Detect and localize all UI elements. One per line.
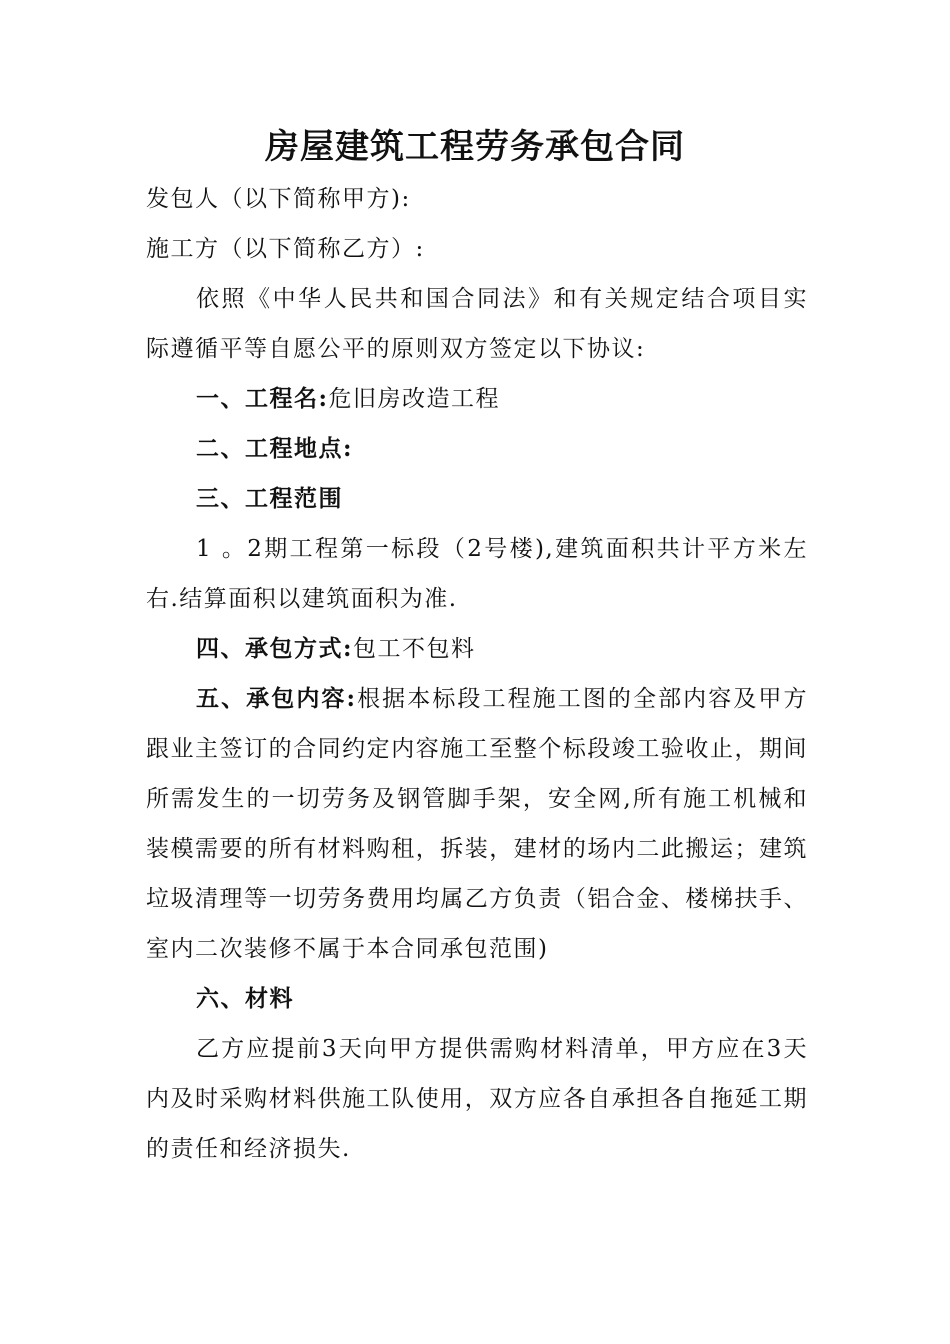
section-4-text: 包工不包料 — [353, 636, 476, 662]
party-a-line: 发包人（以下简称甲方): — [146, 186, 411, 212]
section-4 — [146, 624, 808, 674]
section-3-heading: 三、工程范围 — [196, 485, 343, 512]
section-6 — [146, 974, 808, 1024]
section-3 — [146, 474, 808, 524]
section-6-heading: 六、材料 — [196, 985, 294, 1012]
document-title: 房屋建筑工程劳务承包合同 — [265, 127, 685, 167]
section-1 — [146, 374, 808, 424]
section-5-text: 根据本标段工程施工图的全部内容及甲方跟业主签订的合同约定内容施工至整个标段竣工验收止，期间所需发生的一切劳务及钢管脚手架，安全网,所有施工机械和装模需要的所有材料购租，拆装，建材的场内二此搬运；建筑垃圾清理等一切劳务费用均属乙方负责（铝合金、楼梯扶手、室内二次装修不属于本合同承包范围) — [146, 686, 809, 962]
party-b-line: 施工方（以下简称乙方）: — [146, 236, 425, 262]
section-1-text: 危旧房改造工程 — [328, 386, 500, 412]
section-2 — [146, 424, 808, 474]
section-6-text: 乙方应提前3天向甲方提供需购材料清单，甲方应在3天内及时采购材料供施工队使用，双方应各自承担各自拖延工期的责任和经济损失. — [146, 1036, 808, 1162]
section-3-text: 1 。2期工程第一标段（2号楼),建筑面积共计平方米左右.结算面积以建筑面积为准. — [146, 536, 808, 612]
section-5-heading: 五、承包内容: — [196, 685, 357, 712]
section-1-heading: 一、工程名: — [196, 385, 329, 412]
intro-paragraph: 依照《中华人民共和国合同法》和有关规定结合项目实际遵循平等自愿公平的原则双方签定以下协议: — [146, 286, 808, 362]
section-5 — [146, 674, 808, 974]
section-4-heading: 四、承包方式: — [196, 635, 353, 662]
section-2-heading: 二、工程地点: — [196, 435, 353, 462]
document-body — [146, 174, 808, 1174]
